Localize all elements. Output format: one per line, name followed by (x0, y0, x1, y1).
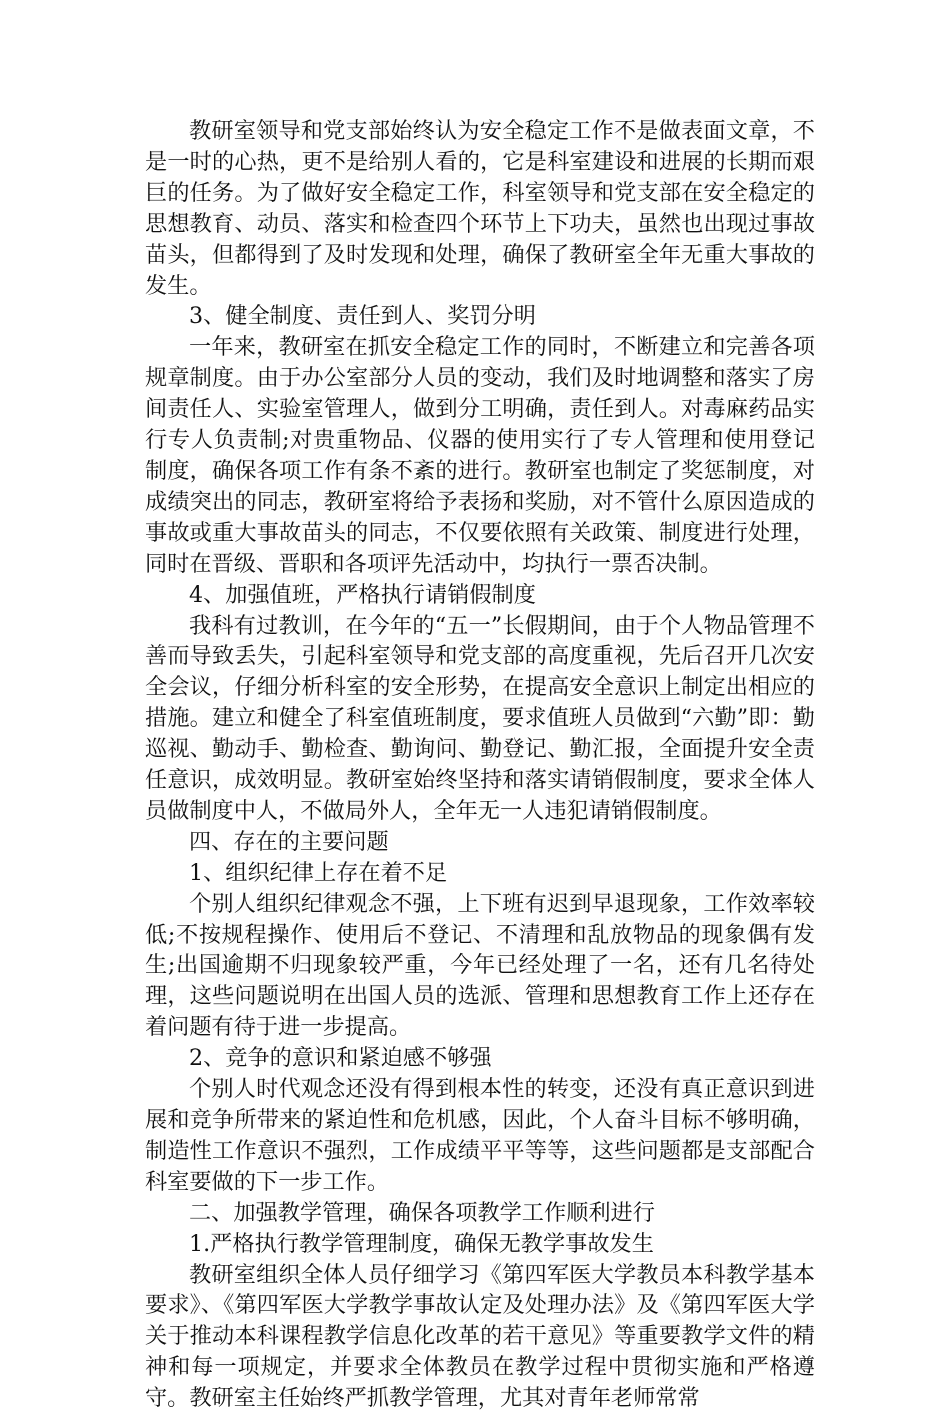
heading-competition: 2、竞争的意识和紧迫感不够强 (189, 1045, 492, 1072)
heading-teaching-rules: 1.严格执行教学管理制度，确保无教学事故发生 (189, 1230, 654, 1257)
heading-teaching-management: 二、加强教学管理，确保各项教学工作顺利进行 (189, 1199, 655, 1226)
paragraph-discipline: 个别人组织纪律观念不强，上下班有迟到早退现象，工作效率较低;不按规程操作、使用后不登记、不清理和乱放物品的现象偶有发生;出国逾期不归现象较严重，今年已经处理了一名，还有几名待处理，这些问题说明在出国人员的选派、管理和思想教育工作上还存在着问题有待于进一步提高。 (145, 890, 815, 1041)
heading-improve-rules: 3、健全制度、责任到人、奖罚分明 (189, 303, 536, 330)
paragraph-duty-system: 我科有过教训，在今年的“五一”长假期间，由于个人物品管理不善而导致丢失，引起科室领导和党支部的高度重视，先后召开几次安全会议，仔细分析科室的安全形势，在提高安全意识上制定出相应的措施。建立和健全了科室值班制度，要求值班人员做到“六勤”即：勤巡视、勤动手、勤检查、勤询问、勤登记、勤汇报，全面提升安全责任意识，成效明显。教研室始终坚持和落实请销假制度，要求全体人员做制度中人，不做局外人，全年无一人违犯请销假制度。 (145, 612, 815, 824)
heading-discipline: 1、组织纪律上存在着不足 (189, 859, 448, 886)
paragraph-rules-system: 一年来，教研室在抓安全稳定工作的同时，不断建立和完善各项规章制度。由于办公室部分人员的变动，我们及时地调整和落实了房间责任人、实验室管理人，做到分工明确，责任到人。对毒麻药品实行专人负责制;对贵重物品、仪器的使用实行了专人管理和使用登记制度，确保各项工作有条不紊的进行。教研室也制定了奖惩制度，对成绩突出的同志，教研室将给予表扬和奖励，对不管什么原因造成的事故或重大事故苗头的同志，不仅要依照有关政策、制度进行处理，同时在晋级、晋职和各项评先活动中，均执行一票否决制。 (145, 334, 815, 577)
document-body (145, 116, 815, 1414)
paragraph-teaching-study: 教研室组织全体人员仔细学习《第四军医大学教员本科教学基本要求》、《第四军医大学教学事故认定及处理办法》及《第四军医大学关于推动本科课程教学信息化改革的若干意见》等重要教学文件的精神和每一项规定，并要求全体教员在教学过程中贯彻实施和严格遵守。教研室主任始终严抓教学管理，尤其对青年老师常常 (145, 1261, 815, 1412)
paragraph-competition: 个别人时代观念还没有得到根本性的转变，还没有真正意识到进展和竞争所带来的紧迫性和危机感，因此，个人奋斗目标不够明确，制造性工作意识不强烈，工作成绩平平等等，这些问题都是支部配合科室要做的下一步工作。 (145, 1076, 815, 1195)
heading-main-problems: 四、存在的主要问题 (189, 828, 389, 855)
paragraph-safety-stability: 教研室领导和党支部始终认为安全稳定工作不是做表面文章，不是一时的心热，更不是给别人看的，它是科室建设和进展的长期而艰巨的任务。为了做好安全稳定工作，科室领导和党支部在安全稳定的思想教育、动员、落实和检查四个环节上下功夫，虽然也出现过事故苗头，但都得到了及时发现和处理，确保了教研室全年无重大事故的发生。 (145, 118, 815, 299)
heading-duty-leave: 4、加强值班，严格执行请销假制度 (189, 581, 536, 608)
